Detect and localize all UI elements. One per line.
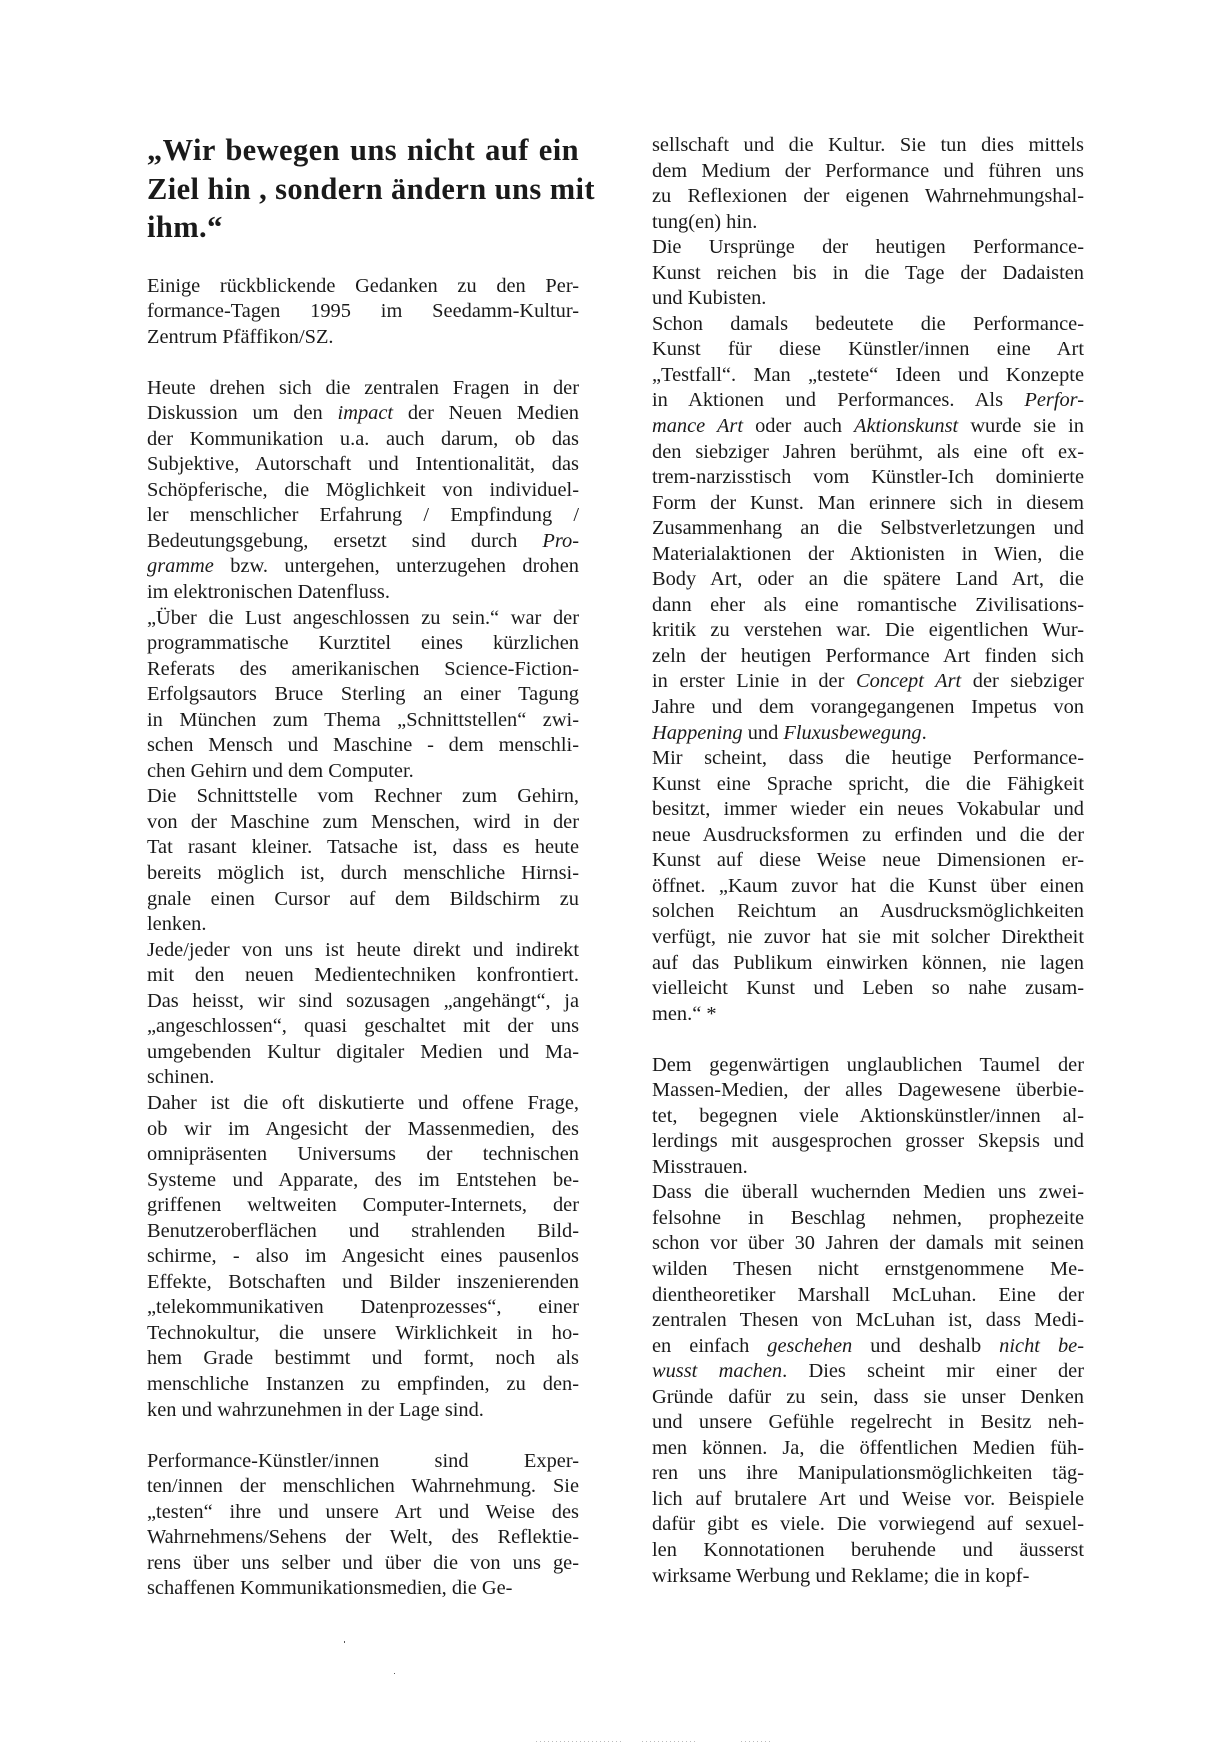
text-line: umgebenden Kultur digitaler Medien und Ma- [147,1040,579,1063]
text-line: kritik zu verstehen war. Die eigentlichen Wur- [652,619,1084,642]
text-line: Das heisst, wir sind sozusagen „angehängt“, ja [147,989,579,1012]
text-line: besitzt, immer wieder ein neues Vokabular und [652,798,1084,821]
paragraph [652,235,1084,312]
text-line: tet, begegnen viele Aktionskünstler/innen al- [652,1104,1084,1127]
text-line: ren uns ihre Manipulationsmöglichkeiten täg- [652,1462,1084,1485]
text-line: in München zum Thema „Schnittstellen“ zwi- [147,708,579,731]
subtitle-line: Zentrum Pfäffikon/SZ. [147,325,334,348]
text-line: sellschaft und die Kultur. Sie tun dies mittels [652,134,1084,156]
text-line: Jede/jeder von uns ist heute direkt und indirekt [147,938,579,961]
italic-term: wusst machen [652,1360,783,1383]
text-line: Materialaktionen der Aktionisten in Wien, die [652,542,1084,565]
text-line: zeln der heutigen Performance Art finden sich [652,644,1084,667]
italic-term: Aktionskunst [854,415,959,438]
text-line: Dem gegenwärtigen unglaublichen Taumel der [652,1053,1084,1076]
text-line: Die Ursprünge der heutigen Performance- [652,236,1084,259]
scan-speck [394,1673,395,1674]
text-line: zentralen Thesen von McLuhan ist, dass Medi- [652,1309,1084,1332]
text-line: hem Grade bestimmt und formt, noch als [147,1347,579,1370]
text-line: „angeschlossen“, quasi geschaltet mit der uns [147,1015,579,1038]
text-line: Kunst reichen bis in die Tage der Dadaisten [652,261,1084,284]
scan-artifact-line [741,1741,773,1742]
text-line: solchen Reichtum an Ausdrucksmöglichkeiten [652,900,1084,923]
text-line: und Kubisten. [652,287,767,310]
italic-term: mance Art [652,415,743,438]
paragraph [147,376,579,606]
text-line: Body Art, oder an die spätere Land Art, die [652,568,1084,591]
italic-term: gramme [147,555,214,578]
text-line: en einfach geschehen und deshalb nicht be- [652,1334,1085,1357]
text-line: Erfolgsautors Bruce Sterling an einer Tagung [147,683,579,706]
text-line: Referats des amerikanischen Science-Fiction- [147,657,579,680]
text-line: Happening und Fluxusbewegung. [652,721,927,744]
text-line: ob wir im Angesicht der Massenmedien, des [147,1117,579,1140]
paragraph [147,1449,579,1602]
text-line: ler menschlicher Erfahrung / Empfindung / [147,504,579,527]
text-line: mit den neuen Medientechniken konfrontiert. [147,964,579,987]
text-line: dann eher als eine romantische Zivilisations- [652,593,1084,616]
text-line: griffenen weltweiten Computer-Internets, der [147,1194,579,1217]
text-line: Heute drehen sich die zentralen Fragen in der [147,376,579,399]
text-line: Die Schnittstelle vom Rechner zum Gehirn, [147,785,579,808]
paragraph [147,784,579,937]
text-line: Subjektive, Autorschaft und Intentionalität, das [147,453,579,476]
text-line: men können. Ja, die öffentlichen Medien füh- [652,1436,1084,1459]
title-line: ihm.“ [147,210,223,244]
italic-term: nicht be- [999,1334,1085,1357]
text-line: „testen“ ihre und unsere Art und Weise des [147,1500,579,1523]
text-line: Kunst für diese Künstler/innen eine Art [652,338,1084,361]
text-line: Systeme und Apparate, des im Entstehen be- [147,1168,579,1191]
text-line: Performance-Künstler/innen sind Exper- [147,1449,579,1472]
text-line: dem Medium der Performance und führen uns [652,159,1084,182]
text-line: Kunst auf diese Weise neue Dimensionen er- [652,849,1084,872]
title-line: Ziel hin , sondern ändern uns mit [147,171,595,206]
text-line: programmatische Kurztitel eines kürzlichen [147,632,579,655]
text-line: Kunst eine Sprache spricht, die die Fähigkeit [652,772,1084,795]
text-line: tung(en) hin. [652,210,758,233]
text-line: Schon damals bedeutete die Performance- [652,312,1084,335]
text-line: in erster Linie in der Concept Art der siebziger [652,670,1084,693]
text-line: Benutzeroberflächen und strahlenden Bild- [147,1219,579,1242]
text-line: menschliche Instanzen zu empfinden, zu den- [147,1372,579,1395]
left-column [147,131,595,1602]
paragraph [147,606,579,785]
text-line: Tat rasant kleiner. Tatsache ist, dass es heute [147,836,579,859]
text-line: lerdings mit ausgesprochen grosser Skepsis und [652,1130,1084,1153]
text-line: mance Art oder auch Aktionskunst wurde sie in [652,415,1084,438]
text-line: Zusammenhang an die Selbstverletzungen und [652,517,1084,540]
subtitle-line: formance-Tagen 1995 im Seedamm-Kultur- [147,300,579,323]
text-line: dafür gibt es viele. Die vorwiegend auf sexuel- [652,1513,1084,1536]
scan-speck [344,1641,345,1643]
italic-term: Fluxusbewegung [783,721,922,744]
scan-artifact-line [642,1741,697,1742]
paragraph [652,1180,1084,1589]
text-line: öffnet. „Kaum zuvor hat die Kunst über einen [652,874,1084,897]
text-line: von der Maschine zum Menschen, wird in der [147,810,579,833]
italic-term: Pro- [542,529,579,552]
text-line: Dass die überall wuchernden Medien uns zwei- [652,1181,1084,1204]
text-line: wirksame Werbung und Reklame; die in kopf- [652,1564,1030,1587]
text-line: omnipräsenten Universums der technischen [147,1143,579,1166]
text-line: Daher ist die oft diskutierte und offene Frage, [147,1091,579,1114]
paragraph [147,938,579,1091]
text-line: „telekommunikativen Datenprozesses“, einer [147,1296,579,1319]
text-line: ken und wahrzunehmen in der Lage sind. [147,1398,484,1421]
text-line: Massen-Medien, der alles Dagewesene überbie- [652,1079,1084,1102]
text-line: in Aktionen und Performances. Als Perfor- [652,389,1084,412]
text-line: Diskussion um den impact der Neuen Medien [147,402,579,425]
text-line: wusst machen. Dies scheint mir einer der [652,1360,1084,1383]
text-line: zu Reflexionen der eigenen Wahrnehmungshal- [652,185,1084,208]
italic-term: Perfor- [1024,389,1084,412]
text-line: „Testfall“. Man „testete“ Ideen und Konzepte [652,363,1084,386]
text-line: ten/innen der menschlichen Wahrnehmung. Sie [147,1475,579,1498]
italic-term: impact [337,402,394,425]
text-line: neue Ausdrucksformen zu erfinden und die der [652,823,1084,846]
title-line: „Wir bewegen uns nicht auf ein [147,133,579,167]
article-title [147,131,595,247]
text-line: Misstrauen. [652,1155,748,1178]
text-line: lenken. [147,913,207,936]
text-line: im elektronischen Datenfluss. [147,581,390,604]
text-line: len Konnotationen beruhende und äusserst [652,1539,1084,1562]
text-line: Mir scheint, dass die heutige Performance- [652,747,1084,770]
text-line: Bedeutungsgebung, ersetzt sind durch Pro- [147,529,579,552]
italic-term: geschehen [767,1334,853,1357]
paragraph [147,1091,579,1423]
text-line: schaffenen Kommunikationsmedien, die Ge- [147,1577,513,1600]
text-line: Form der Kunst. Man erinnere sich in diesem [652,491,1084,514]
text-line: Effekte, Botschaften und Bilder inszenierenden [147,1270,579,1293]
text-line: der Kommunikation u.a. auch darum, ob das [147,427,579,450]
text-line: lich auf brutalere Art und Weise vor. Beispiele [652,1487,1084,1510]
text-line: Schöpferische, die Möglichkeit von individuel- [147,478,579,501]
right-column [652,133,1084,1589]
italic-term: Happening [652,721,743,744]
text-line: wilden Thesen nicht ernstgenommene Me- [652,1258,1084,1281]
paragraph [652,746,1084,1027]
text-line: trem-narzisstisch vom Künstler-Ich dominierte [652,466,1084,489]
text-line: auf das Publikum einwirken können, nie lagen [652,951,1084,974]
text-line: bereits möglich ist, durch menschliche Hirnsi- [147,862,579,885]
text-line: Wahrnehmens/Sehens der Welt, des Reflektie- [147,1526,579,1549]
text-line: felsohne in Beschlag nehmen, prophezeite [652,1206,1084,1229]
text-line: schinen. [147,1066,215,1089]
text-line: men.“ * [652,1002,717,1025]
text-line: gnale einen Cursor auf dem Bildschirm zu [147,887,579,910]
text-line: rens über uns selber und über die von uns ge- [147,1551,579,1574]
text-line: dientheoretiker Marshall McLuhan. Eine der [652,1283,1084,1306]
text-line: schon vor über 30 Jahren der damals mit seinen [652,1232,1084,1255]
scan-artifact-line [536,1741,621,1742]
text-line: Gründe dafür zu sein, dass sie unser Denken [652,1385,1084,1408]
text-line: gramme bzw. untergehen, unterzugehen drohen [147,555,579,578]
text-line: schirme, - also im Angesicht eines pausenlos [147,1245,579,1268]
text-line: „Über die Lust angeschlossen zu sein.“ war der [147,606,579,629]
text-line: chen Gehirn und dem Computer. [147,759,414,782]
article-subtitle [147,274,579,351]
paragraph [652,133,1084,235]
text-line: verfügt, nie zuvor hat sie mit solcher Direktheit [652,925,1084,948]
text-line: Technokultur, die unsere Wirklichkeit in ho- [147,1321,579,1344]
italic-term: Concept Art [855,670,962,693]
subtitle-line: Einige rückblickende Gedanken zu den Per- [147,274,579,297]
text-line: den siebziger Jahren berühmt, als eine oft ex- [652,440,1084,463]
paragraph [652,312,1084,746]
paragraph [652,1053,1084,1181]
text-line: und unsere Gefühle regelrecht in Besitz neh- [652,1411,1084,1434]
text-line: schen Mensch und Maschine - dem menschli- [147,734,579,757]
text-line: Jahre und dem vorangegangenen Impetus von [652,696,1084,719]
text-line: vielleicht Kunst und Leben so nahe zusam- [652,977,1084,1000]
